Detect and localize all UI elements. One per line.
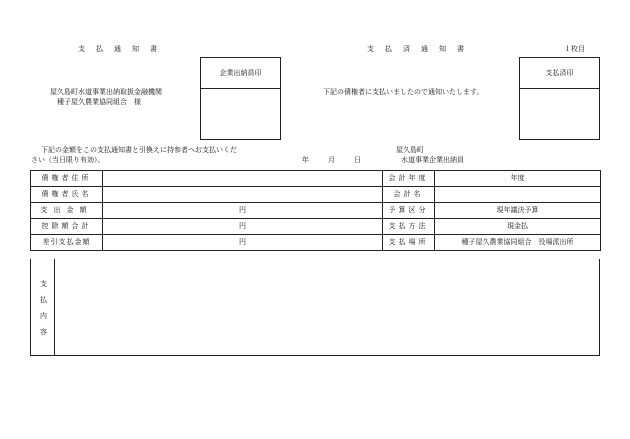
creditor-name-value[interactable]	[103, 187, 383, 203]
instruction-line-2: さい（当日限り有効）。	[31, 156, 105, 164]
table-row	[31, 203, 601, 219]
fiscal-year-label: 会計年度	[383, 171, 435, 187]
left-title: 支 払 通 知 書	[78, 45, 159, 53]
budget-label: 予算区分	[383, 203, 435, 219]
account-name-label: 会計名	[383, 187, 435, 203]
payment-table	[30, 170, 601, 251]
addressee: 種子屋久農業協同組合 様	[57, 98, 141, 106]
bank-line: 屋久島町水道事業出納取扱金融機関	[50, 88, 162, 96]
issuer-town: 屋久島町	[396, 146, 424, 154]
account-name-value[interactable]	[435, 187, 601, 203]
date-day: 日	[354, 156, 361, 164]
payment-content-area	[30, 259, 600, 356]
table-row	[31, 235, 601, 251]
date-year: 年	[302, 156, 309, 164]
content-label-char: 払	[40, 296, 47, 304]
fiscal-year-value: 年度	[435, 171, 601, 187]
issuer-role: 水道事業企業出納員	[401, 156, 464, 164]
deduction-total-label: 控除額合計	[31, 219, 103, 235]
stamp-box-right	[519, 57, 600, 140]
method-value: 現金払	[435, 219, 601, 235]
stamp-header-right: 支払済印	[520, 58, 599, 89]
budget-value: 現年議決予算	[435, 203, 601, 219]
creditor-address-label: 債権者住所	[31, 171, 103, 187]
notice-right: 下記の債権者に支払いましたので通知いたします。	[323, 88, 484, 96]
table-row	[31, 187, 601, 203]
net-payment-label: 差引支払金額	[31, 235, 103, 251]
place-label: 支払場所	[383, 235, 435, 251]
creditor-name-label: 債権者氏名	[31, 187, 103, 203]
date-month: 月	[328, 156, 335, 164]
place-value: 種子屋久農業協同組合 役場派出所	[435, 235, 601, 251]
method-label: 支払方法	[383, 219, 435, 235]
deduction-total-yen: 円	[103, 219, 383, 235]
instruction-line-1: 下記の金額をこの支払通知書と引換えに持参者へお支払いくだ	[41, 146, 237, 154]
payment-content-label	[31, 259, 55, 355]
creditor-address-value[interactable]	[103, 171, 383, 187]
table-row	[31, 171, 601, 187]
net-payment-yen: 円	[103, 235, 383, 251]
content-label-char: 内	[40, 312, 47, 320]
sheet-count: １枚目	[564, 45, 585, 53]
table-row	[31, 219, 601, 235]
content-label-char: 容	[40, 328, 47, 336]
right-title: 支 払 済 通 知 書	[367, 45, 466, 53]
payment-amount-label: 支出金額	[31, 203, 103, 219]
payment-amount-yen: 円	[103, 203, 383, 219]
content-label-char: 支	[40, 280, 47, 288]
stamp-header-left: 企業出納員印	[201, 58, 280, 89]
stamp-box-left	[200, 57, 281, 140]
